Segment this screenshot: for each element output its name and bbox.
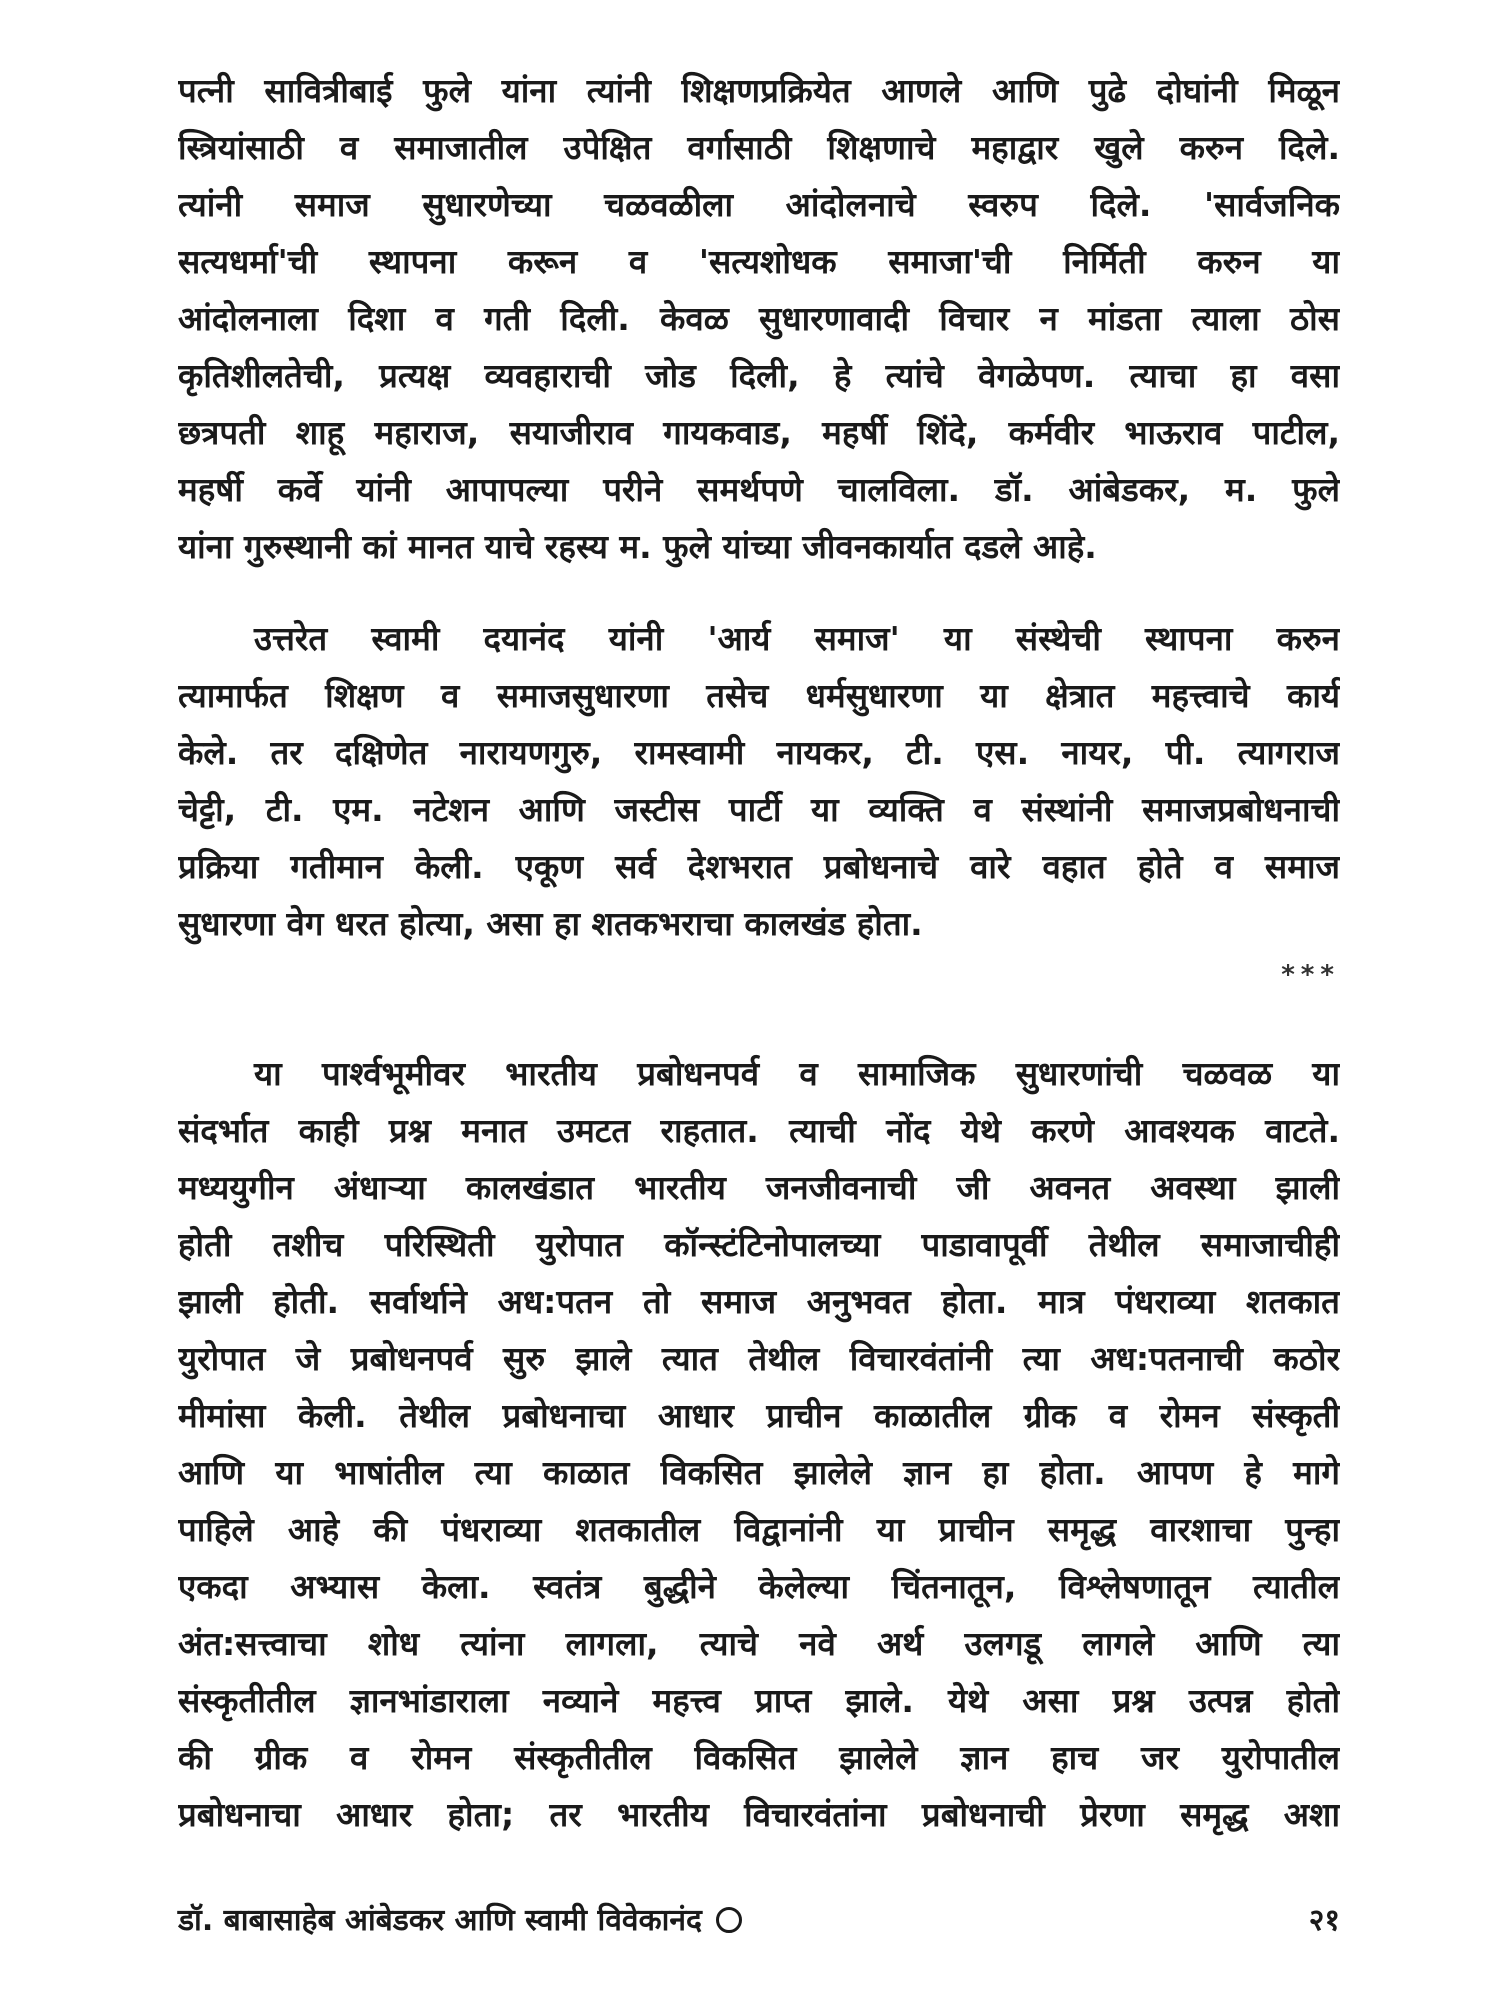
text-line: मध्ययुगीन अंधाऱ्या कालखंडात भारतीय जनजीवनाची जी अवनत अवस्था झाली	[178, 1168, 1340, 1207]
text-line: उत्तरेत स्वामी दयानंद यांनी 'आर्य समाज' या संस्थेची स्थापना करुन	[254, 619, 1340, 658]
circle-ornament-icon	[716, 1907, 742, 1933]
text-line: आणि या भाषांतील त्या काळात विकसित झालेले ज्ञान हा होता. आपण हे मागे	[178, 1453, 1340, 1492]
text-line: प्रक्रिया गतीमान केली. एकूण सर्व देशभरात प्रबोधनाचे वारे वहात होते व समाज	[178, 847, 1340, 886]
text-line: कृतिशीलतेची, प्रत्यक्ष व्यवहाराची जोड दिली, हे त्यांचे वेगळेपण. त्याचा हा वसा	[178, 356, 1340, 395]
paragraph-3	[178, 1045, 1340, 1843]
text-line: मीमांसा केली. तेथील प्रबोधनाचा आधार प्राचीन काळातील ग्रीक व रोमन संस्कृती	[178, 1396, 1340, 1435]
text-line: छत्रपती शाहू महाराज, सयाजीराव गायकवाड, महर्षी शिंदे, कर्मवीर भाऊराव पाटील,	[178, 413, 1340, 452]
running-title	[178, 1896, 742, 1946]
paragraph-1	[178, 62, 1340, 575]
text-line: यांना गुरुस्थानी कां मानत याचे रहस्य म. फुले यांच्या जीवनकार्यात दडले आहे.	[178, 527, 1097, 566]
text-line: पत्नी सावित्रीबाई फुले यांना त्यांनी शिक्षणप्रक्रियेत आणले आणि पुढे दोघांनी मिळून	[178, 71, 1340, 110]
text-line: झाली होती. सर्वार्थाने अध:पतन तो समाज अनुभवत होता. मात्र पंधराव्या शतकात	[178, 1282, 1340, 1321]
text-line: एकदा अभ्यास केला. स्वतंत्र बुद्धीने केलेल्या चिंतनातून, विश्लेषणातून त्यातील	[178, 1567, 1340, 1606]
text-line: त्यामार्फत शिक्षण व समाजसुधारणा तसेच धर्मसुधारणा या क्षेत्रात महत्त्वाचे कार्य	[178, 676, 1340, 715]
text-line: संदर्भात काही प्रश्न मनात उमटत राहतात. त्याची नोंद येथे करणे आवश्यक वाटते.	[178, 1111, 1340, 1150]
text-line: प्रबोधनाचा आधार होता; तर भारतीय विचारवंतांना प्रबोधनाची प्रेरणा समृद्ध अशा	[178, 1795, 1340, 1834]
text-line: युरोपात जे प्रबोधनपर्व सुरु झाले त्यात तेथील विचारवंतांनी त्या अध:पतनाची कठोर	[178, 1339, 1340, 1378]
paragraph-2	[178, 610, 1340, 952]
section-divider: ***	[1281, 960, 1340, 990]
text-line: संस्कृतीतील ज्ञानभांडाराला नव्याने महत्त्व प्राप्त झाले. येथे असा प्रश्न उत्पन्न होतो	[178, 1681, 1340, 1720]
text-line: महर्षी कर्वे यांनी आपापल्या परीने समर्थपणे चालविला. डॉ. आंबेडकर, म. फुले	[178, 470, 1340, 509]
text-line: त्यांनी समाज सुधारणेच्या चळवळीला आंदोलनाचे स्वरुप दिले. 'सार्वजनिक	[178, 185, 1340, 224]
text-line: पाहिले आहे की पंधराव्या शतकातील विद्वानांनी या प्राचीन समृद्ध वारशाचा पुन्हा	[178, 1510, 1340, 1549]
page-footer	[178, 1896, 1340, 1946]
book-title: डॉ. बाबासाहेब आंबेडकर आणि स्वामी विवेकानंद	[178, 1903, 702, 1938]
text-line: सत्यधर्मा'ची स्थापना करून व 'सत्यशोधक समाजा'ची निर्मिती करुन या	[178, 242, 1340, 281]
text-line: की ग्रीक व रोमन संस्कृतीतील विकसित झालेले ज्ञान हाच जर युरोपातील	[178, 1738, 1340, 1777]
text-line: केले. तर दक्षिणेत नारायणगुरु, रामस्वामी नायकर, टी. एस. नायर, पी. त्यागराज	[178, 733, 1340, 772]
text-line: या पार्श्वभूमीवर भारतीय प्रबोधनपर्व व सामाजिक सुधारणांची चळवळ या	[254, 1054, 1340, 1093]
text-line: होती तशीच परिस्थिती युरोपात कॉन्स्टंटिनोपालच्या पाडावापूर्वी तेथील समाजाचीही	[178, 1225, 1340, 1264]
text-line: अंत:सत्त्वाचा शोध त्यांना लागला, त्याचे नवे अर्थ उलगडू लागले आणि त्या	[178, 1624, 1340, 1663]
text-line: स्त्रियांसाठी व समाजातील उपेक्षित वर्गासाठी शिक्षणाचे महाद्वार खुले करुन दिले.	[178, 128, 1340, 167]
page-number: २१	[1308, 1903, 1340, 1938]
text-line: सुधारणा वेग धरत होत्या, असा हा शतकभराचा कालखंड होता.	[178, 904, 923, 943]
text-line: चेट्टी, टी. एम. नटेशन आणि जस्टीस पार्टी या व्यक्ति व संस्थांनी समाजप्रबोधनाची	[178, 790, 1340, 829]
text-line: आंदोलनाला दिशा व गती दिली. केवळ सुधारणावादी विचार न मांडता त्याला ठोस	[178, 299, 1340, 338]
